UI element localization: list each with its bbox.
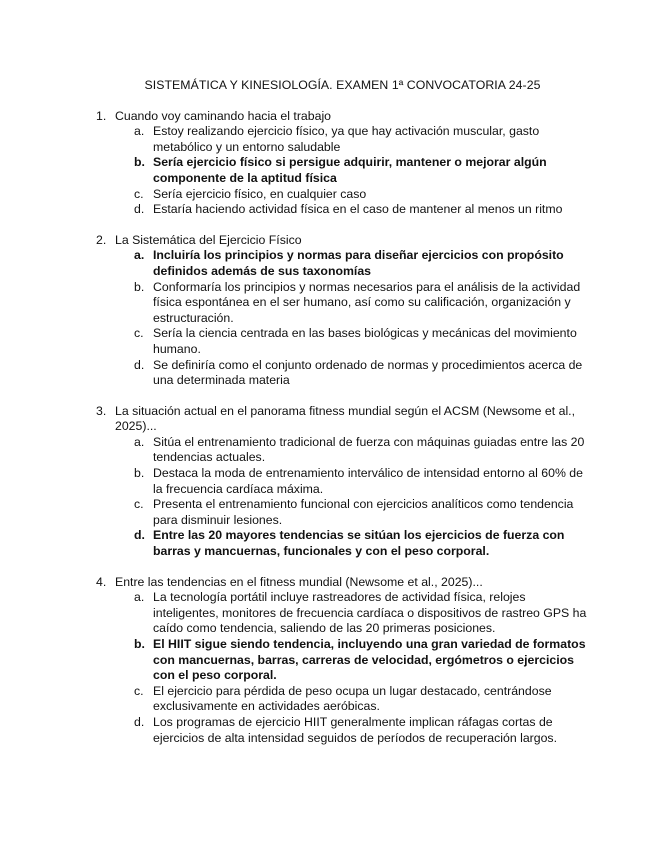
option-text: Incluiría los principios y normas para diseñar ejercicios con propósito definidos además de sus taxonomías: [153, 248, 564, 278]
option-a: [96, 435, 589, 466]
document-title: SISTEMÁTICA Y KINESIOLOGÍA. EXAMEN 1ª CONVOCATORIA 24-25: [144, 78, 541, 92]
option-d: [96, 358, 589, 389]
question-text: La situación actual en el panorama fitness mundial según el ACSM (Newsome et al., 2025)...: [115, 403, 576, 434]
question-1: [96, 109, 589, 218]
option-text: Conformaría los principios y normas necesarios para el análisis de la actividad física espontánea en el ser humano, así como su calificación, organización y estructuración.: [153, 279, 581, 325]
option-text: Sería la ciencia centrada en las bases biológicas y mecánicas del movimiento humano.: [153, 326, 577, 356]
option-c: [96, 326, 589, 357]
option-letter: b.: [134, 155, 145, 170]
option-a: [96, 590, 589, 637]
option-list: [96, 248, 589, 388]
option-c: [96, 187, 589, 203]
option-text: El ejercicio para pérdida de peso ocupa un lugar destacado, centrándose exclusivamente en actividades aeróbicas.: [153, 683, 552, 714]
option-text: Los programas de ejercicio HIIT generalmente implican ráfagas cortas de ejercicios de alta intensidad seguidos de períodos de recuperación largos.: [153, 714, 558, 745]
option-text: Se definiría como el conjunto ordenado de normas y procedimientos acerca de una determinada materia: [153, 357, 583, 388]
option-letter: c.: [134, 497, 144, 512]
option-a: [96, 124, 589, 155]
question-text: La Sistemática del Ejercicio Físico: [115, 232, 302, 247]
option-list: [96, 590, 589, 746]
option-text: Estoy realizando ejercicio físico, ya que hay activación muscular, gasto metabólico y un entorno saludable: [153, 124, 540, 154]
question-3: [96, 404, 589, 560]
option-list: [96, 435, 589, 560]
option-text: Sería ejercicio físico si persigue adquirir, mantener o mejorar algún componente de la aptitud física: [153, 155, 547, 185]
option-b-correct: [96, 637, 589, 684]
option-letter: a.: [134, 124, 145, 139]
question-2: [96, 233, 589, 389]
option-a-correct: [96, 248, 589, 279]
option-letter: a.: [134, 590, 145, 605]
option-letter: b.: [134, 637, 145, 651]
option-text: Entre las 20 mayores tendencias se sitúan los ejercicios de fuerza con barras y mancuernas, funcionales y con el peso corporal.: [153, 528, 565, 559]
option-letter: a.: [134, 434, 145, 449]
option-letter: a.: [134, 248, 145, 263]
question-4: [96, 575, 589, 747]
option-letter: b.: [134, 466, 145, 481]
option-b: [96, 280, 589, 327]
option-d: [96, 715, 589, 746]
option-text: El HIIT sigue siendo tendencia, incluyendo una gran variedad de formatos con mancuernas, barras, carreras de velocidad, ergómetros o ejercicios con el peso corporal.: [153, 637, 586, 683]
option-letter: d.: [134, 357, 145, 372]
option-b: [96, 466, 589, 497]
option-letter: c.: [134, 683, 144, 698]
question-number: 3.: [96, 403, 107, 418]
question-text: Cuando voy caminando hacia el trabajo: [115, 108, 332, 123]
option-letter: c.: [134, 326, 144, 341]
option-letter: c.: [134, 186, 144, 201]
option-d-correct: [96, 528, 589, 559]
option-list: [96, 124, 589, 218]
option-text: Destaca la moda de entrenamiento interválico de intensidad entorno al 60% de la frecuencia cardíaca máxima.: [153, 466, 583, 496]
option-letter: d.: [134, 528, 145, 543]
option-d: [96, 202, 589, 218]
option-text: Sería ejercicio físico, en cualquier caso: [153, 186, 367, 201]
option-b-correct: [96, 155, 589, 186]
option-text: La tecnología portátil incluye rastreadores de actividad física, relojes inteligentes, monitores de frecuencia cardíaca o dispositivos de rastreo GPS ha caído como tendencia, saliendo de las 20 primeras posiciones.: [153, 590, 587, 636]
option-text: Estaría haciendo actividad física en el caso de mantener al menos un ritmo: [153, 202, 563, 217]
option-letter: b.: [134, 279, 145, 294]
question-number: 1.: [96, 108, 107, 123]
option-c: [96, 684, 589, 715]
option-letter: d.: [134, 714, 145, 729]
question-text: Entre las tendencias en el fitness mundial (Newsome et al., 2025)...: [115, 574, 483, 589]
question-number: 4.: [96, 574, 107, 589]
option-letter: d.: [134, 202, 145, 217]
option-text: Presenta el entrenamiento funcional con ejercicios analíticos como tendencia para disminuir lesiones.: [153, 497, 574, 527]
question-number: 2.: [96, 232, 107, 247]
option-c: [96, 497, 589, 528]
option-text: Sitúa el entrenamiento tradicional de fuerza con máquinas guiadas entre las 20 tendencias actuales.: [153, 434, 585, 465]
